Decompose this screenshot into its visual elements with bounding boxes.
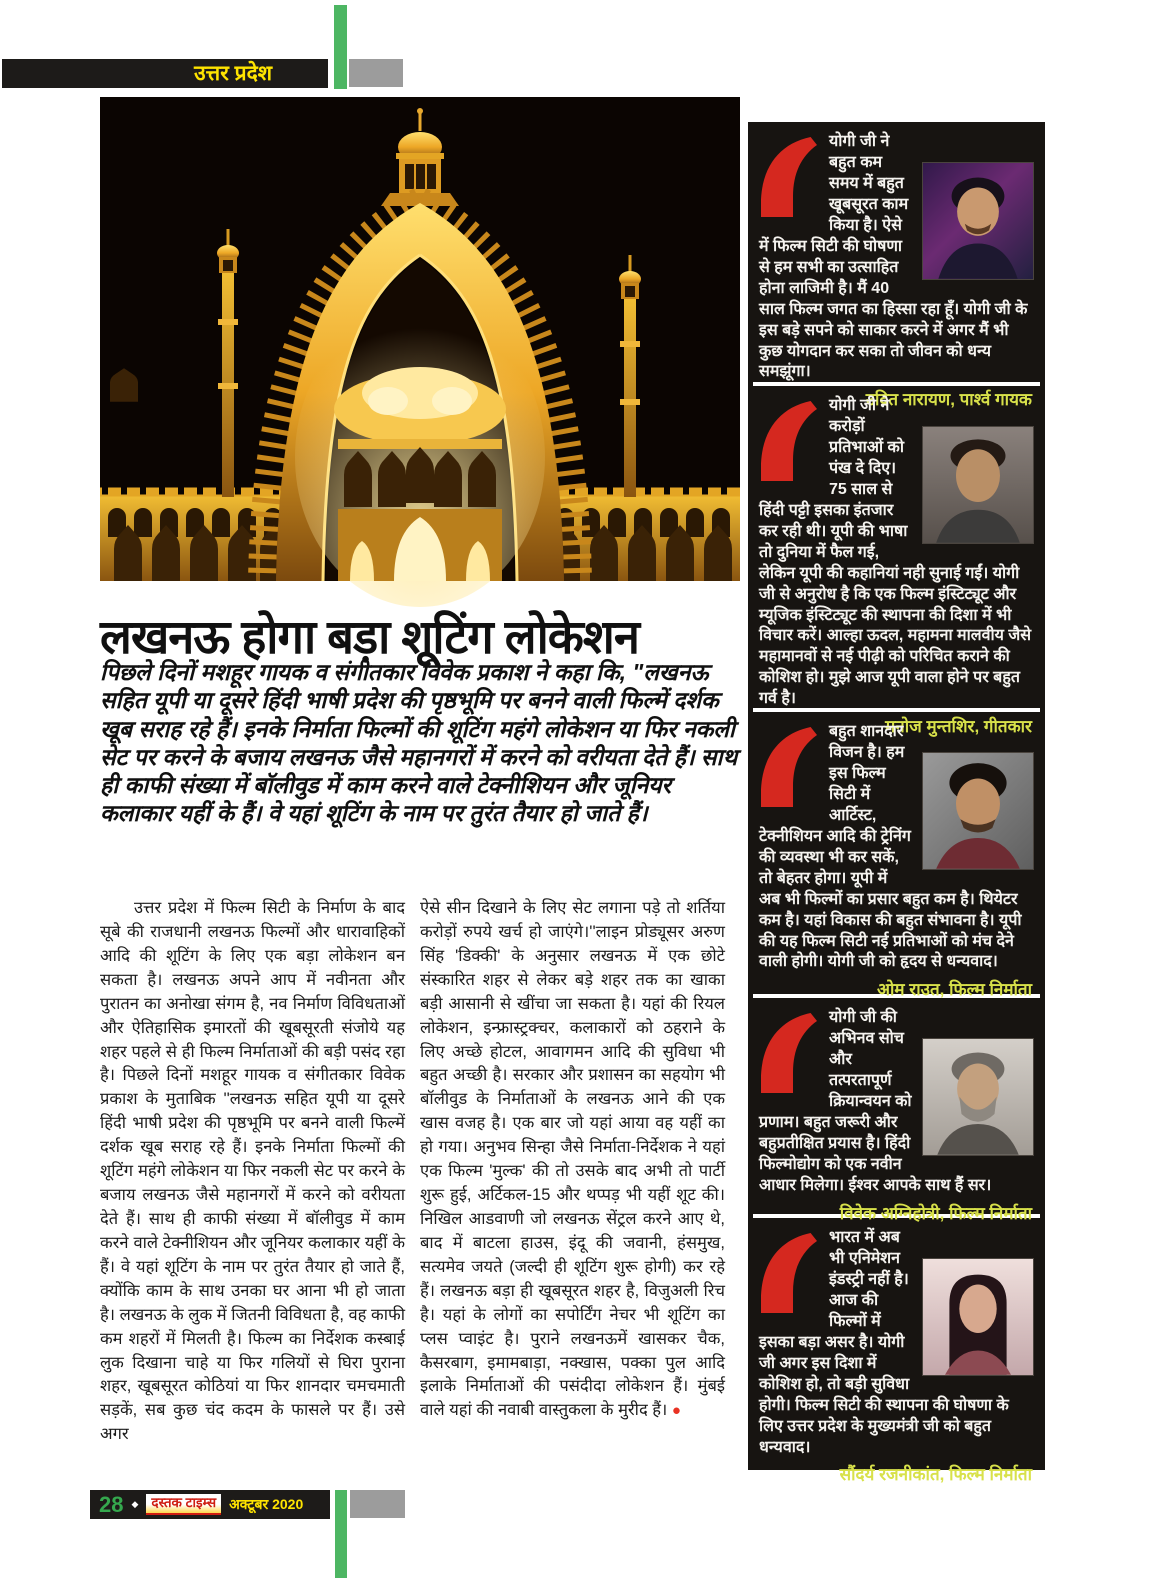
quote-box-soundarya-rajinikanth bbox=[748, 1218, 1045, 1485]
quote-mark-icon bbox=[761, 400, 817, 482]
body-text-1: उत्तर प्रदेश में फिल्म सिटी के निर्माण के बाद सूबे की राजधानी लखनऊ फिल्मों और धारावाहिकों आदि की शूटिंग के लिए एक बड़ा लोकेशन बन सकता है। लखनऊ अपने आप में नवीनता और पुरातन का अनोखा संगम है, नव निर्माण विविधताओं और ऐतिहासिक इमारतों की खूबसूरती संजोये यह शहर पहले से ही फिल्म निर्माताओं की बड़ी पसंद रहा है। पिछले दिनों मशहूर गायक व संगीतकार विवेक प्रकाश के मुताबिक ''लखनऊ सहित यूपी या दूसरे हिंदी भाषी प्रदेश की पृष्ठभूमि पर बनने वाली फिल्में दर्शक खूब सराह रहे हैं। इनके निर्माता फिल्मों की शूटिंग महंगे लोकेशन या फिर नकली सेट पर करने के बजाय लखनऊ जैसे महानगरों में करने को वरीयता देते हैं। साथ ही काफी संख्या में बॉलीवुड में काम करने वाले टेक्नीशियन और जूनियर कलाकार यहीं के हैं। वे यहां शूटिंग के नाम पर तुरंत तैयार हो जाते हैं, क्योंकि काम के साथ उनका घर आना भी हो जाता है। लखनऊ के लुक में जितनी विविधता है, वह काफी कम शहरों में मिलती है। फिल्म का निर्देशक कस्बाई लुक दिखाना चाहे या फिर गलियों से घिरा पुराना शहर, खूबसूरत कोठियां या फिर शानदार चमचमाती सड़कें, सब कुछ चंद कदम के फासले पर हैं। उसे अगर bbox=[100, 899, 405, 1444]
body-text-2 bbox=[420, 897, 725, 1423]
body-column-2 bbox=[420, 897, 725, 1471]
quote-attribution: विवेक अग्निहोत्री, फिल्म निर्माता bbox=[839, 1203, 1032, 1223]
quote-box-udit-narayan bbox=[748, 122, 1045, 410]
quote-text: भारत में अब भी एनिमेशन इंडस्ट्री नहीं है। आज की फिल्मों में इसका बड़ा असर है। योगी जी अगर इस दिशा में कोशिश हो, तो बड़ी सुविधा होगी। फिल्म सिटी की स्थापना की घोषणा के लिए उत्तर प्रदेश के मुख्यमंत्री जी को बहुत धन्यवाद। bbox=[759, 1229, 1009, 1456]
gray-accent-box-top bbox=[349, 59, 403, 87]
quote-attribution: मनोज मुन्तशिर, गीतकार bbox=[885, 717, 1032, 737]
quote-box-manoj-muntashir bbox=[748, 386, 1045, 737]
quote-text: योगी जी की अभिनव सोच और तत्परतापूर्ण क्रियान्वयन को प्रणाम। बहुत जरूरी और बहुप्रतीक्षित प्रयास है। हिंदी फिल्मोद्योग को एक नवीन आधार मिलेगा। ईश्वर आपके साथ हैं सर। bbox=[759, 1009, 992, 1194]
region-header-bar bbox=[2, 59, 328, 88]
body-text-2-content: ऐसे सीन दिखाने के लिए सेट लगाना पड़े तो शर्तिया करोड़ों रुपये खर्च हो जाएंगे।''लाइन प्रोड्यूसर अरुण सिंह 'डिक्की' के अनुसार लखनऊ में एक छोटे संस्कारित शहर से लेकर बड़े शहर तक का खाका बड़ी आसानी से खींचा जा सकता है। यहां की रियल लोकेशन, इन्फ्रास्ट्रक्चर, कलाकारों को ठहराने के लिए अच्छे होटल, आवागमन आदि की सुविधा भी बहुत अच्छी है। सरकार और प्रशासन का सहयोग भी बॉलीवुड के निर्माताओं के लखनऊ आने की एक खास वजह है। एक बार जो यहां आया वह यहीं का हो गया। अनुभव सिन्हा जैसे निर्माता-निर्देशक ने यहां एक फिल्म 'मुल्क' की तो उसके बाद अभी तो पार्टी शुरू हुई, अर्टिकल-15 और थप्पड़ भी यहीं शूट की। निखिल आडवाणी जो लखनऊ सेंट्रल करने आए थे, बाद में बाटला हाउस, इंदू की जवानी, हंसमुख, सत्यमेव जयते (जल्दी ही शूटिंग शुरू होगी) कर रहे हैं। लखनऊ बड़ा ही खूबसूरत शहर है, विजुअली रिच है। यहां के लोगों का सपोर्टिंग नेचर भी शूटिंग का प्लस प्वाइंट है। पुराने लखनऊमें खासकर चैक, कैसरबाग, इमामबाड़ा, नक्खास, पक्का पुल आदि इलाके निर्माताओं की पसंदीदा लोकेशन हैं। मुंबई वाले यहां की नवाबी वास्तुकला के मुरीद हैं। bbox=[420, 899, 725, 1420]
portrait-photo bbox=[922, 162, 1034, 280]
portrait-photo bbox=[922, 1258, 1034, 1376]
green-accent-bar-top bbox=[334, 5, 347, 89]
quote-mark-icon bbox=[761, 1232, 817, 1314]
quotes-sidebar bbox=[748, 122, 1045, 1485]
quote-attribution: उदित नारायण, पार्श्व गायक bbox=[865, 390, 1032, 410]
page-number: 28 bbox=[99, 1492, 124, 1517]
footer-bar bbox=[90, 1490, 330, 1519]
monument-photo bbox=[100, 97, 740, 581]
quote-text: बहुत शानदार विजन है। हम इस फिल्म सिटी में आर्टिस्ट, टेक्नीशियन आदि की ट्रेनिंग की व्यवस्था भी कर सकें, तो बेहतर होगा। यूपी में अब भी फिल्मों का प्रसार बहुत कम है। थियेटर कम है। यहां विकास की बहुत संभावना है। यूपी की यह फिल्म सिटी नई प्रतिभाओं को मंच देने वाली होगी। योगी जी को हृदय से धन्यवाद। bbox=[759, 723, 1022, 971]
monument-illustration bbox=[100, 97, 740, 581]
body-column-1 bbox=[100, 897, 405, 1471]
quote-box-vivek-agnihotri bbox=[748, 998, 1045, 1223]
quote-box-om-raut bbox=[748, 712, 1045, 1000]
article-end-bullet: ● bbox=[671, 1402, 681, 1420]
portrait-photo bbox=[922, 1038, 1034, 1156]
article-headline: लखनऊ होगा बड़ा शूटिंग लोकेशन bbox=[100, 610, 639, 664]
article-standfirst: पिछले दिनों मशहूर गायक व संगीतकार विवेक प्रकाश ने कहा कि, "लखनऊ सहित यूपी या दूसरे हिंदी भाषी प्रदेश की पृष्ठभूमि पर बनने वाली फिल्में दर्शक खूब सराह रहे हैं। इनके निर्माता फिल्मों की शूटिंग महंगे लोकेशन या फिर नकली सेट पर करने के बजाय लखनऊ जैसे महानगरों में करने को वरीयता देते हैं। साथ ही काफी संख्या में बॉलीवुड में काम करने वाले टेक्नीशियन और जूनियर कलाकार यहीं के हैं। वे यहां शूटिंग के नाम पर तुरंत तैयार हो जाते हैं। bbox=[100, 659, 738, 827]
issue-date: अक्टूबर 2020 bbox=[229, 1496, 304, 1512]
quote-mark-icon bbox=[761, 1012, 817, 1094]
magazine-logo: दस्तक टाइम्स bbox=[146, 1494, 221, 1515]
quote-mark-icon bbox=[761, 726, 817, 808]
quote-mark-icon bbox=[761, 136, 817, 218]
quote-text: योगी जी ने बहुत कम समय में बहुत खूबसूरत काम किया है। ऐसे में फिल्म सिटी की घोषणा से हम सभी का उत्साहित होना लाजिमी है। मैं 40 साल फिल्म जगत का हिस्सा रहा हूँ। योगी जी के इस बड़े सपने को साकार करने में अगर मैं भी कुछ योगदान कर सका तो जीवन को धन्य समझूंगा। bbox=[759, 133, 1028, 381]
portrait-photo bbox=[922, 426, 1034, 544]
green-accent-bar-bottom bbox=[335, 1490, 347, 1578]
quote-attribution: सौंदर्य रजनीकांत, फिल्म निर्माता bbox=[839, 1465, 1032, 1485]
quote-attribution: ओम राउत, फिल्म निर्माता bbox=[877, 980, 1032, 1000]
quote-text: योगी जी ने करोड़ों प्रतिभाओं को पंख दे दिए। 75 साल से हिंदी पट्टी इसका इंतजार कर रही थी। यूपी की भाषा तो दुनिया में फैल गई, लेकिन यूपी की कहानियां नही सुनाई गईं। योगी जी से अनुरोध है कि एक फिल्म इंस्टिट्यूट और म्यूजिक इंस्टिट्यूट की स्थापना की दिशा में भी विचार करें। आल्हा ऊदल, महामना मालवीय जैसे महामानवों से नई पीढ़ी को परिचित कराने की कोशिश हो। मुझे आज यूपी वाला होने पर बहुत गर्व है। bbox=[759, 397, 1032, 708]
region-label: उत्तर प्रदेश bbox=[194, 62, 272, 85]
gray-accent-box-bottom bbox=[350, 1490, 405, 1518]
portrait-photo bbox=[922, 752, 1034, 870]
diamond-icon: ◆ bbox=[131, 1499, 139, 1509]
